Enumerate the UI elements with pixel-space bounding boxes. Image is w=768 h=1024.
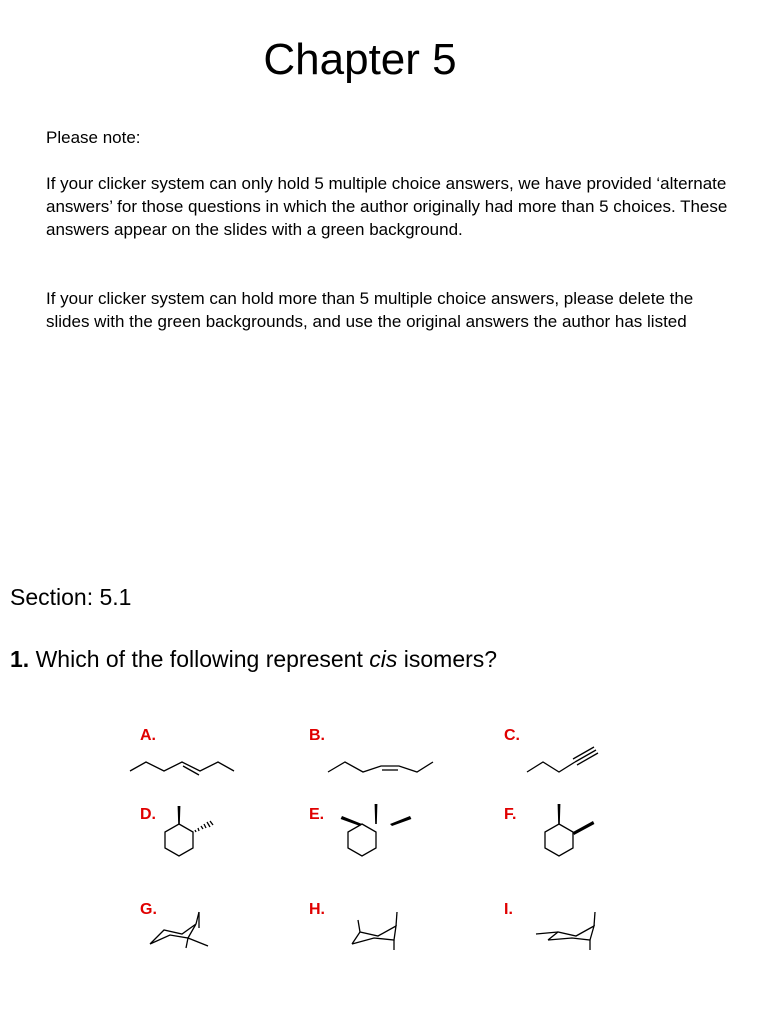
option-a-label[interactable]: A. [140, 727, 156, 744]
option-a-structure[interactable] [128, 755, 238, 777]
option-c-label[interactable]: C. [504, 727, 520, 744]
note-paragraph-2-text: If your clicker system can hold more than 5 multiple choice answers, please delete the slides with the green backgrounds, and use the original answers the author has listed [46, 289, 694, 331]
question-text-after: isomers? [397, 646, 498, 672]
option-d-label[interactable]: D. [140, 806, 156, 823]
option-g-label[interactable]: G. [140, 901, 157, 918]
option-h-structure[interactable] [346, 910, 411, 952]
option-f-structure[interactable] [535, 800, 605, 862]
note-paragraph-2 [46, 287, 736, 333]
section-label: Section: 5.1 [10, 584, 132, 610]
option-d-structure[interactable] [155, 800, 225, 862]
page-title: Chapter 5 [263, 35, 457, 84]
note-heading-text: Please note: [46, 128, 141, 147]
option-g-structure[interactable] [146, 910, 216, 952]
option-f-label[interactable]: F. [504, 806, 517, 823]
option-e-structure[interactable] [336, 800, 416, 862]
option-i-structure[interactable] [536, 908, 606, 952]
option-h-label[interactable]: H. [309, 901, 325, 918]
note-paragraph-1 [46, 172, 736, 241]
note-heading [46, 126, 736, 149]
question-text [10, 644, 497, 674]
option-i-label[interactable]: I. [504, 901, 513, 918]
question-emphasis: cis [369, 646, 398, 672]
note-paragraph-1-text: If your clicker system can only hold 5 multiple choice answers, we have provided ‘alternate answers’ for those questions in which the author originally had more than 5 choices. These answers appear on the slides with a green background. [46, 174, 728, 239]
question-text-before: Which of the following represent [29, 646, 370, 672]
question-number: 1. [10, 646, 30, 672]
option-c-structure[interactable] [525, 748, 600, 776]
option-e-label[interactable]: E. [309, 806, 325, 823]
option-b-label[interactable]: B. [309, 727, 325, 744]
option-b-structure[interactable] [325, 756, 435, 778]
